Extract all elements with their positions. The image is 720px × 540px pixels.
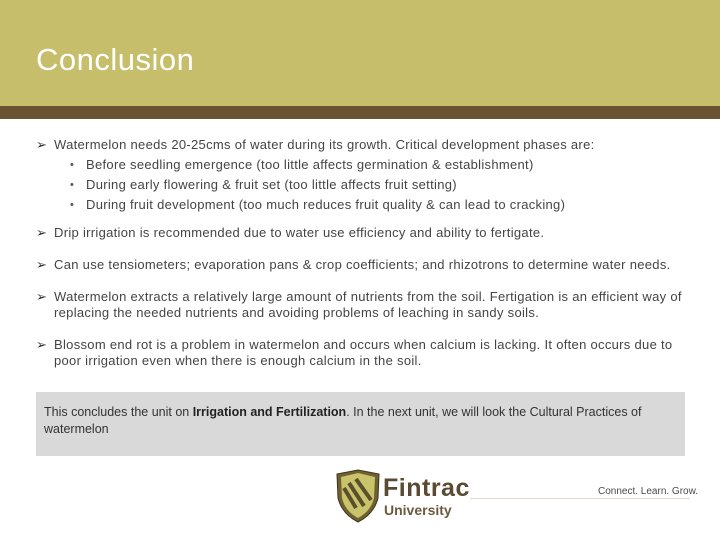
header-divider — [0, 106, 720, 119]
sub-list — [54, 155, 696, 215]
bullet-text: Blossom end rot is a problem in watermelon and occurs when calcium is lacking. It often occurs due to poor irrigation even when there is enough calcium in the soil. — [54, 337, 673, 368]
arrow-bullet-icon: ➢ — [36, 137, 48, 152]
sub-text: Before seedling emergence (too little affects germination & establishment) — [86, 157, 534, 172]
sub-item — [54, 155, 696, 175]
tagline-divider — [470, 498, 690, 499]
note-suffix: . In the next unit, we will look the Cultural Practices of watermelon — [44, 405, 642, 436]
bullet-item — [36, 225, 696, 241]
bullet-text: Can use tensiometers; evaporation pans & crop coefficients; and rhizotrons to determine water needs. — [54, 257, 671, 272]
bullet-text: Watermelon needs 20-25cms of water during its growth. Critical development phases are: — [54, 137, 595, 152]
bullet-text: Watermelon extracts a relatively large amount of nutrients from the soil. Fertigation is an efficient way of replacing the needed nutrients and avoiding problems of leaching in sandy soils. — [54, 289, 682, 320]
unit-note — [36, 392, 685, 456]
sub-item — [54, 175, 696, 195]
arrow-bullet-icon: ➢ — [36, 225, 48, 240]
header-band — [0, 0, 720, 106]
page-title: Conclusion — [36, 42, 195, 77]
dot-bullet-icon: • — [70, 159, 75, 171]
bullet-item — [36, 137, 696, 215]
bullet-list — [36, 137, 696, 369]
logo-sub: University — [384, 502, 452, 518]
dot-bullet-icon: • — [70, 179, 75, 191]
logo-name: Fintrac — [383, 474, 470, 502]
sub-text: During early flowering & fruit set (too little affects fruit setting) — [86, 177, 457, 192]
bullet-item — [36, 289, 696, 321]
sub-text: During fruit development (too much reduces fruit quality & can lead to cracking) — [86, 197, 566, 212]
tagline: Connect. Learn. Grow. — [598, 486, 699, 497]
sub-item — [54, 195, 696, 215]
arrow-bullet-icon: ➢ — [36, 289, 48, 304]
arrow-bullet-icon: ➢ — [36, 337, 48, 352]
bullet-item — [36, 337, 696, 369]
note-unit-name: Irrigation and Fertilization — [192, 405, 347, 419]
note-prefix: This concludes the unit on — [44, 405, 193, 419]
arrow-bullet-icon: ➢ — [36, 257, 48, 272]
bullet-text: Drip irrigation is recommended due to water use efficiency and ability to fertigate. — [54, 225, 545, 240]
bullet-item — [36, 257, 696, 273]
dot-bullet-icon: • — [70, 199, 75, 211]
